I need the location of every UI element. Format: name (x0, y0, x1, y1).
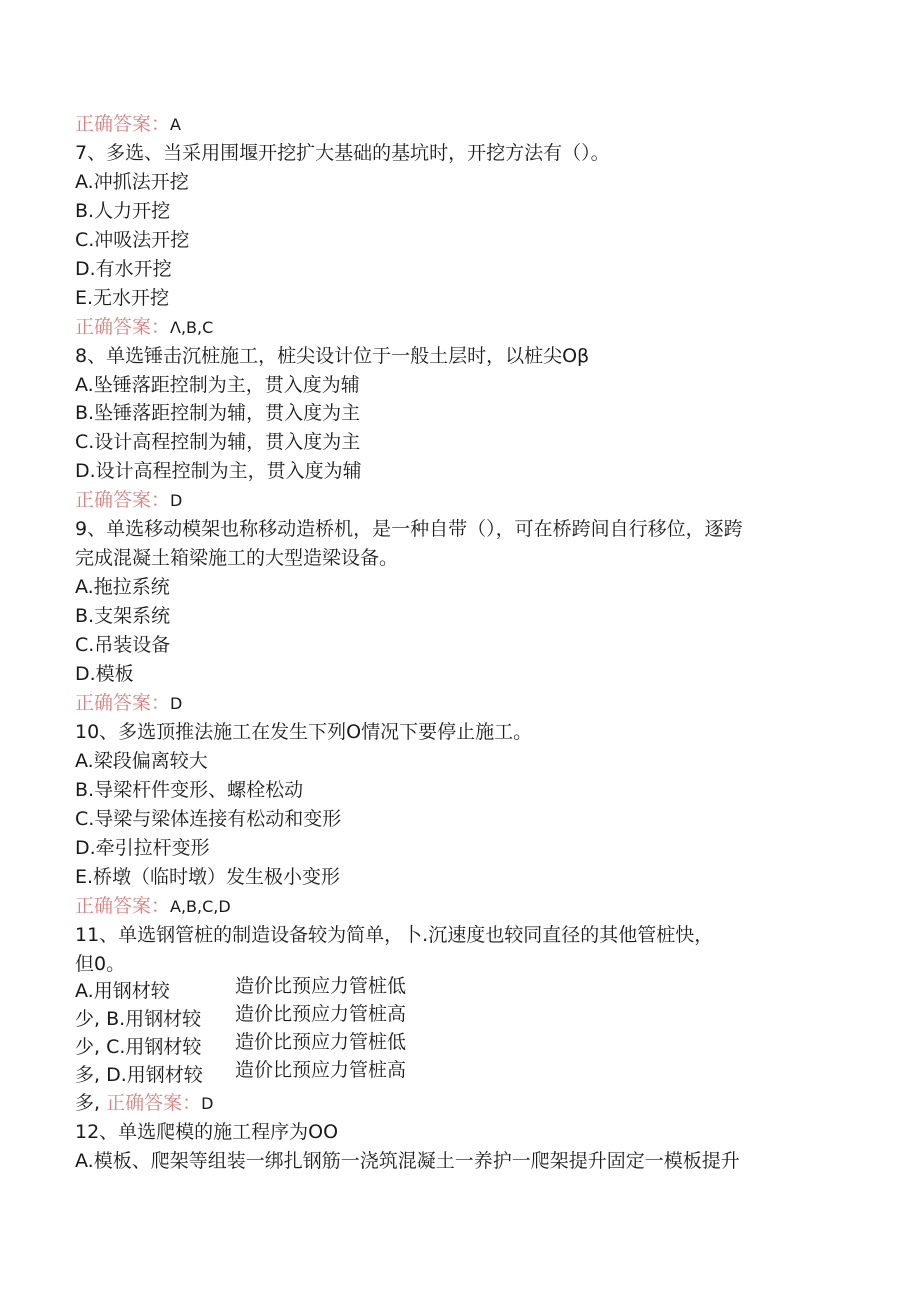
option-a: A.梁段偏离较大 (75, 750, 208, 772)
option-row (75, 1003, 855, 1032)
answer-value: D (170, 491, 183, 510)
option-c: C.冲吸法开挖 (75, 229, 190, 251)
option-col-1: 少, C.用钢材较 (75, 1036, 202, 1058)
option-col-2: 造价比预应力管桩低 (235, 975, 407, 997)
option-d: D.设计高程控制为主，贯入度为辅 (75, 460, 362, 482)
answer-value: A (170, 115, 181, 134)
question-8: 8、单选锤击沉桩施工，桩尖设计位于一般土层时，以桩尖Oβ (75, 345, 590, 367)
answer-value: D (201, 1094, 214, 1113)
question-7: 7、多选、当采用围堰开挖扩大基础的基坑时，开挖方法有（）。 (75, 142, 610, 164)
answer-label: 正确答案： (75, 113, 171, 135)
answer-line (75, 690, 182, 717)
option-col-1: A.用钢材较 (75, 980, 170, 1002)
option-c: C.导梁与梁体连接有松动和变形 (75, 808, 342, 830)
option-b: B.导梁杆件变形、螺栓松动 (75, 779, 304, 801)
question-9-line-2: 完成混凝土箱梁施工的大型造梁设备。 (75, 547, 399, 569)
option-col-1: 少, B.用钢材较 (75, 1008, 202, 1030)
answer-value: Λ,B,C (170, 318, 214, 337)
option-b: B.支架系统 (75, 605, 171, 627)
option-e: E.桥墩（临时墩）发生极小变形 (75, 866, 341, 888)
option-e: E.无水开挖 (75, 287, 170, 309)
answer-value: A,B,C,D (170, 897, 231, 916)
option-a: A.冲抓法开挖 (75, 171, 189, 193)
question-11-line-1: 11、单选钢管桩的制造设备较为简单，卜.沉速度也较同直径的其他管桩快， (75, 924, 714, 946)
answer-line (75, 314, 213, 341)
option-d: D.有水开挖 (75, 258, 172, 280)
option-a: A.模板、爬架等组装一绑扎钢筋一浇筑混凝土一养护一爬架提升固定一模板提升 (75, 1150, 740, 1172)
question-9-line-1: 9、单选移动模架也称移动造桥机，是一种自带（），可在桥跨间自行移位，逐跨 (75, 518, 743, 540)
option-row (75, 1059, 855, 1088)
option-row (75, 975, 855, 1004)
option-b: B.人力开挖 (75, 200, 171, 222)
answer-line (75, 1090, 213, 1117)
option-b: B.坠锤落距控制为辅，贯入度为主 (75, 402, 361, 424)
option-a: A.坠锤落距控制为主，贯入度为辅 (75, 374, 360, 396)
option-col-2: 造价比预应力管桩高 (235, 1003, 407, 1025)
option-c: C.设计高程控制为辅，贯入度为主 (75, 431, 361, 453)
answer-line (75, 487, 182, 514)
option-row (75, 1031, 855, 1060)
option-c: C.吊装设备 (75, 634, 171, 656)
question-12: 12、单选爬模的施工程序为OO (75, 1121, 339, 1143)
answer-label: 正确答案： (75, 692, 171, 714)
answer-label: 正确答案： (106, 1092, 202, 1114)
option-col-2: 造价比预应力管桩低 (235, 1031, 407, 1053)
answer-line (75, 893, 231, 920)
option-col-2: 造价比预应力管桩高 (235, 1059, 407, 1081)
answer-label: 正确答案： (75, 316, 171, 338)
option-d: D.模板 (75, 663, 134, 685)
question-11-line-2: 但0。 (75, 953, 126, 975)
option-d: D.牵引拉杆变形 (75, 837, 210, 859)
question-10: 10、多选顶推法施工在发生下列O情况下要停止施工。 (75, 721, 533, 743)
option-col-1: 多, D.用钢材较 (75, 1064, 203, 1086)
option-a: A.拖拉系统 (75, 576, 170, 598)
answer-label: 正确答案： (75, 489, 171, 511)
answer-label: 正确答案： (75, 895, 171, 917)
option-col-1: 多, (75, 1092, 101, 1114)
answer-value: D (170, 694, 183, 713)
answer-line (75, 111, 181, 138)
